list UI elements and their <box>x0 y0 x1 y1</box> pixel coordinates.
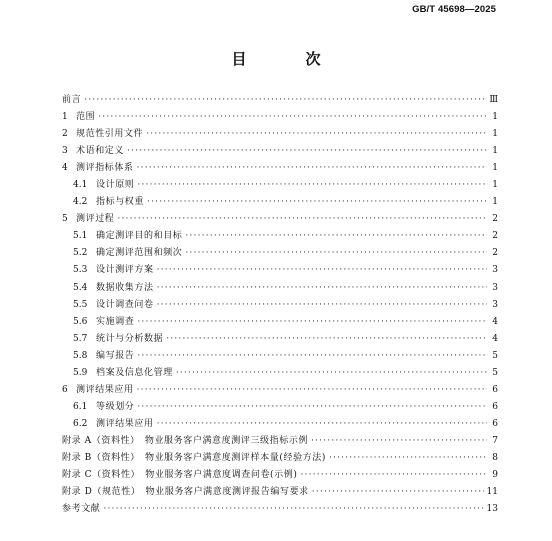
toc-entry-page: 1 <box>492 197 498 208</box>
toc-entry-page: 11 <box>486 487 498 498</box>
toc-entry-title: 前言 <box>62 95 82 105</box>
toc-entry-page: 3 <box>492 282 498 293</box>
toc-entry-page: 6 <box>492 384 498 395</box>
toc-dot-leader <box>166 331 487 348</box>
toc-entry-number: 5.3 <box>73 265 88 276</box>
toc-dot-leader <box>147 194 487 211</box>
toc-entry-title: 范围 <box>76 112 96 123</box>
toc-entry-page: 6 <box>492 401 498 412</box>
toc-entry-number: 5.6 <box>73 316 88 327</box>
standard-code: GB/T 45698—2025 <box>412 4 496 15</box>
toc-entry[interactable] <box>62 348 498 365</box>
toc-entry-title: 规范性引用文件 <box>76 129 144 140</box>
toc-dot-leader <box>157 262 487 279</box>
toc-dot-leader <box>137 348 487 365</box>
toc-dot-leader <box>103 501 483 518</box>
toc-entry[interactable] <box>62 280 498 297</box>
toc-entry[interactable] <box>62 297 498 314</box>
toc-dot-leader <box>329 450 487 467</box>
toc-entry-page: 4 <box>492 333 498 344</box>
toc-entry-page: 1 <box>492 146 498 157</box>
toc-entry-page: 4 <box>492 316 498 327</box>
toc-entry[interactable] <box>62 501 498 518</box>
toc-entry-number: 5.8 <box>73 350 88 361</box>
toc-entry-title: 确定测评范围和频次 <box>96 248 183 259</box>
toc-entry-page: 9 <box>492 470 498 481</box>
toc-entry-page: 5 <box>492 350 498 361</box>
toc-entry-title: 实施调查 <box>96 316 135 327</box>
toc-entry-title: 附录 A（资料性） 物业服务客户满意度测评三级指标示例 <box>62 435 309 446</box>
toc-entry[interactable] <box>62 228 498 245</box>
toc-entry-number: 4 <box>62 163 68 174</box>
toc-dot-leader <box>146 126 487 143</box>
toc-dot-leader <box>137 160 487 177</box>
toc-entry[interactable] <box>62 92 498 109</box>
toc-entry[interactable] <box>62 160 498 177</box>
toc-entry-page: 1 <box>492 180 498 191</box>
toc-entry-title: 数据收集方法 <box>96 282 154 293</box>
toc-entry[interactable] <box>62 399 498 416</box>
toc-entry-page: 3 <box>492 299 498 310</box>
toc-entry-title: 附录 C（资料性） 物业服务客户满意度调查问卷(示例) <box>62 470 298 481</box>
toc-entry-number: 5.5 <box>73 299 88 310</box>
toc-entry-page: 2 <box>492 248 498 259</box>
toc-entry-number: 5.1 <box>73 231 88 242</box>
toc-entry[interactable] <box>62 467 498 484</box>
toc-entry[interactable] <box>62 126 498 143</box>
toc-dot-leader <box>311 433 487 450</box>
toc-entry-title: 附录 B（资料性） 物业服务客户满意度测评样本量(经验方法) <box>62 452 326 463</box>
toc-entry[interactable] <box>62 194 498 211</box>
toc-entry-title: 附录 D（规范性） 物业服务客户满意度测评报告编写要求 <box>62 487 309 498</box>
toc-dot-leader <box>137 382 487 399</box>
toc-entry-page: 1 <box>492 112 498 123</box>
toc-entry-page: 2 <box>492 214 498 225</box>
toc-entry-number: 4.2 <box>73 197 88 208</box>
page-title: 目 次 <box>231 50 343 68</box>
toc-entry-page: 6 <box>492 418 498 429</box>
toc-entry-title: 参考文献 <box>62 504 101 515</box>
toc-entry-number: 5.7 <box>73 333 88 344</box>
toc-entry-title: 档案及信息化管理 <box>96 367 173 378</box>
toc-entry-title: 确定测评目的和目标 <box>96 231 183 242</box>
toc-entry[interactable] <box>62 382 498 399</box>
toc-entry-page: 2 <box>492 231 498 242</box>
toc-entry-number: 5.2 <box>73 248 88 259</box>
toc-entry-page: 1 <box>492 163 498 174</box>
toc-entry-page: 13 <box>486 504 498 515</box>
toc-dot-leader <box>137 177 487 194</box>
toc-entry[interactable] <box>62 314 498 331</box>
toc-entry-title: 等级划分 <box>96 401 135 412</box>
toc-entry-number: 6 <box>62 384 68 395</box>
toc-dot-leader <box>312 484 484 501</box>
toc-dot-leader <box>117 211 487 228</box>
toc-entry[interactable] <box>62 109 498 126</box>
toc-entry-number: 6.1 <box>73 401 88 412</box>
toc-entry[interactable] <box>62 143 498 160</box>
toc-dot-leader <box>300 467 487 484</box>
toc-dot-leader <box>137 314 487 331</box>
toc-entry[interactable] <box>62 331 498 348</box>
toc-dot-leader <box>137 399 487 416</box>
toc-entry-page: 3 <box>492 265 498 276</box>
toc-dot-leader <box>98 109 487 126</box>
toc-entry[interactable] <box>62 262 498 279</box>
toc-entry[interactable] <box>62 365 498 382</box>
toc-entry[interactable] <box>62 177 498 194</box>
toc-dot-leader <box>157 297 487 314</box>
toc-dot-leader <box>157 280 487 297</box>
toc-entry-title: 测评过程 <box>76 214 115 225</box>
toc-dot-leader <box>185 228 487 245</box>
table-of-contents <box>62 92 498 518</box>
toc-entry-number: 3 <box>62 146 68 157</box>
toc-entry[interactable] <box>62 211 498 228</box>
toc-entry[interactable] <box>62 416 498 433</box>
toc-entry-number: 1 <box>62 112 68 123</box>
toc-entry-title: 设计原则 <box>96 180 135 191</box>
toc-entry-number: 4.1 <box>73 180 88 191</box>
toc-entry-title: 设计调查问卷 <box>96 299 154 310</box>
toc-entry-number: 2 <box>62 129 68 140</box>
toc-dot-leader <box>127 143 487 160</box>
toc-dot-leader <box>176 365 487 382</box>
toc-dot-leader <box>157 416 487 433</box>
toc-entry-title: 指标与权重 <box>96 197 145 208</box>
toc-entry-page: 1 <box>492 129 498 140</box>
toc-entry[interactable] <box>62 484 498 501</box>
toc-entry-page: 7 <box>492 435 498 446</box>
toc-entry-number: 6.2 <box>73 418 88 429</box>
toc-entry-number: 5 <box>62 214 68 225</box>
toc-entry-page: 8 <box>492 452 498 463</box>
toc-entry-title: 统计与分析数据 <box>96 333 164 344</box>
toc-entry-title: 测评结果应用 <box>96 418 154 429</box>
toc-entry-title: 编写报告 <box>96 350 135 361</box>
toc-entry-title: 测评结果应用 <box>76 384 134 395</box>
toc-entry-page: Ⅲ <box>489 95 498 105</box>
toc-entry-page: 5 <box>492 367 498 378</box>
toc-entry-title: 术语和定义 <box>76 146 125 157</box>
toc-entry-number: 5.9 <box>73 367 88 378</box>
toc-entry-title: 测评指标体系 <box>76 163 134 174</box>
toc-entry[interactable] <box>62 245 498 262</box>
toc-dot-leader <box>84 92 486 109</box>
toc-entry-title: 设计测评方案 <box>96 265 154 276</box>
toc-dot-leader <box>185 245 487 262</box>
toc-entry[interactable] <box>62 450 498 467</box>
toc-entry[interactable] <box>62 433 498 450</box>
toc-entry-number: 5.4 <box>73 282 88 293</box>
